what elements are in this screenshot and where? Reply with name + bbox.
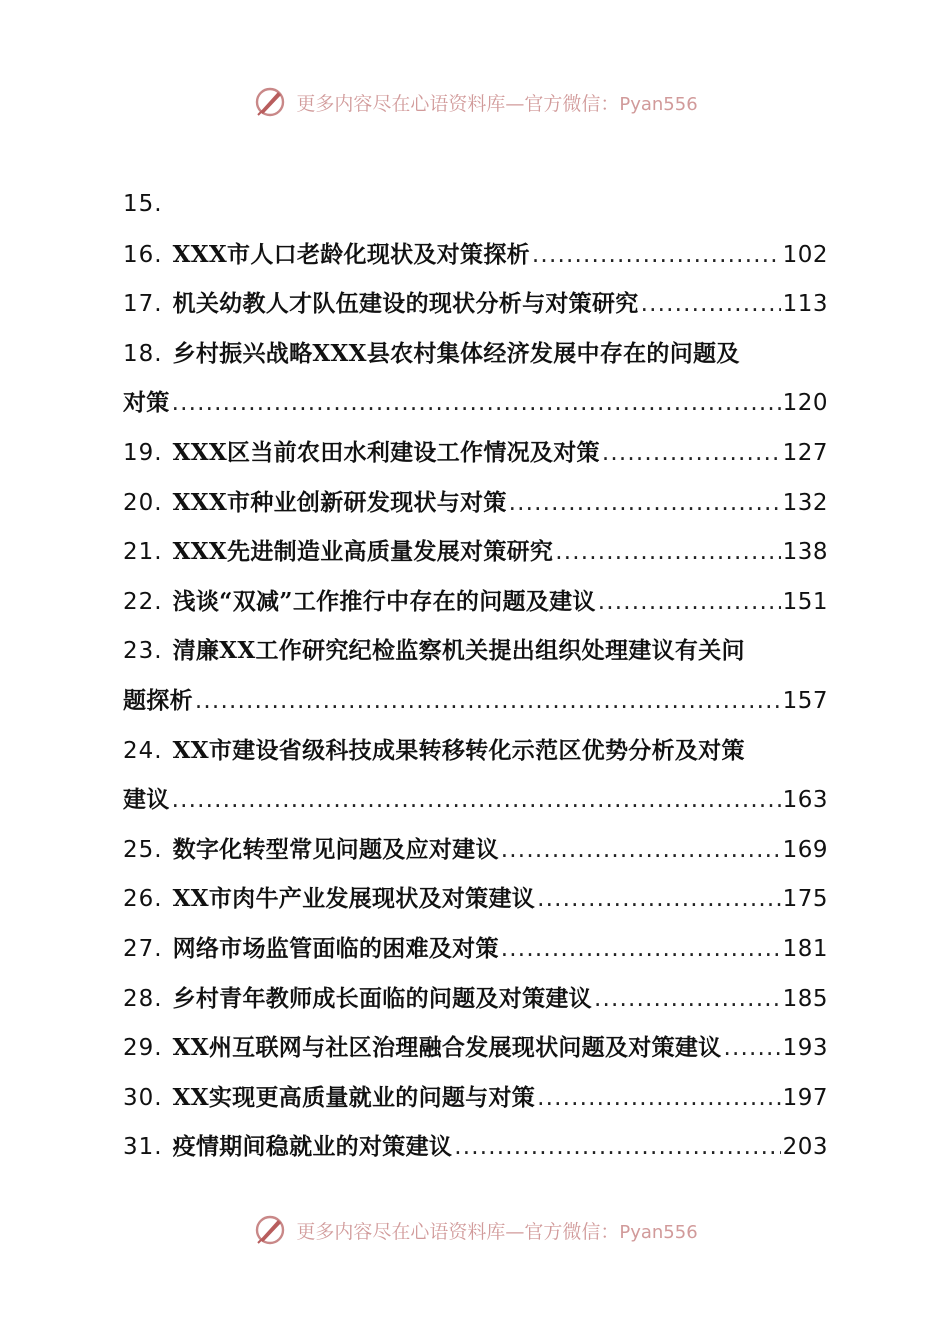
toc-entry[interactable] [123,478,828,528]
toc-entry-number: 25. [123,836,163,863]
dot-leader [509,479,781,529]
toc-entry-title: 疫情期间稳就业的对策建议 [172,1133,453,1161]
toc-entry-number: 16. [123,241,163,268]
toc-entry-number: 31. [123,1134,163,1161]
footer-watermark [0,1208,950,1252]
toc-entry-title: 机关幼教人才队伍建设的现状分析与对策研究 [172,290,639,318]
toc-entry-number: 15. [123,191,163,217]
toc-entry-number: 20. [123,489,163,516]
toc-entry-page-number: 157 [782,687,828,714]
toc-entry[interactable] [123,626,828,676]
dot-leader [195,677,781,727]
toc-entry[interactable] [123,527,828,577]
quill-logo-icon [252,84,288,120]
table-of-contents [123,180,828,1172]
dot-leader [537,1074,781,1124]
toc-entry-title: XXX区当前农田水利建设工作情况及对策 [172,438,600,466]
dot-leader [598,578,781,628]
toc-entry[interactable] [123,825,828,875]
toc-entry-number: 19. [123,439,163,466]
toc-entry-title: XXX市种业创新研发现状与对策 [172,488,507,516]
dot-leader [172,776,781,826]
toc-entry[interactable] [123,180,828,230]
toc-entry-title: 浅谈“双减”工作推行中存在的问题及建议 [172,587,596,615]
dot-leader [501,826,781,876]
toc-entry-page-number: 127 [782,439,828,466]
toc-entry-title: XX实现更高质量就业的问题与对策 [172,1083,536,1111]
toc-entry[interactable] [123,974,828,1024]
toc-entry-title: 网络市场监管面临的困难及对策 [172,934,499,962]
watermark-wechat-id: Pyan556 [619,1221,698,1243]
dot-leader [602,429,781,479]
toc-entry-number: 21. [123,539,163,566]
toc-entry-page-number: 151 [782,588,828,615]
toc-entry[interactable] [123,1122,828,1172]
toc-entry-title: XXX先进制造业高质量发展对策研究 [172,538,554,566]
toc-entry[interactable] [123,1023,828,1073]
toc-entry-number: 29. [123,1035,163,1062]
dot-leader [454,1123,780,1173]
toc-entry[interactable] [123,428,828,478]
toc-entry[interactable] [123,874,828,924]
toc-entry-page-number: 203 [782,1134,828,1161]
dot-leader [594,975,781,1025]
toc-entry[interactable] [123,378,828,428]
dot-leader [501,925,781,975]
watermark-text: 更多内容尽在心语资料库—官方微信： [296,1220,620,1243]
toc-entry-number: 24. [123,737,163,764]
dot-leader [641,280,781,330]
toc-entry[interactable] [123,726,828,776]
toc-entry-page-number: 197 [782,1084,828,1111]
dot-leader [537,875,781,925]
toc-entry-title: 建议 [123,786,170,814]
quill-logo-icon [252,1212,288,1248]
toc-entry-number: 30. [123,1084,163,1111]
toc-entry-title: XXX市人口老龄化现状及对策探析 [172,240,530,268]
toc-entry[interactable] [123,924,828,974]
dot-leader [532,231,781,281]
toc-entry-page-number: 193 [782,1035,828,1062]
toc-entry-title: XX市建设省级科技成果转移转化示范区优势分析及对策 [172,736,745,764]
toc-entry-page-number: 185 [782,985,828,1012]
watermark-text: 更多内容尽在心语资料库—官方微信： [296,92,620,115]
toc-entry-page-number: 120 [782,390,828,417]
toc-entry-page-number: 163 [782,787,828,814]
toc-entry-page-number: 181 [782,935,828,962]
toc-entry-page-number: 132 [782,489,828,516]
dot-leader [723,1024,780,1074]
toc-entry-number: 18. [123,340,163,367]
toc-entry-title: 对策 [123,389,170,417]
toc-entry-title: 乡村青年教师成长面临的问题及对策建议 [172,984,592,1012]
toc-entry-page-number: 175 [782,886,828,913]
dot-leader [555,528,780,578]
toc-entry[interactable] [123,230,828,280]
toc-entry-number: 27. [123,935,163,962]
toc-entry-title: 乡村振兴战略XXX县农村集体经济发展中存在的问题及 [172,339,740,367]
toc-entry-number: 17. [123,291,163,318]
toc-entry-page-number: 138 [782,539,828,566]
toc-entry-number: 26. [123,886,163,913]
toc-entry-page-number: 102 [782,241,828,268]
watermark-wechat-id: Pyan556 [619,93,698,115]
toc-entry-title: XX州互联网与社区治理融合发展现状问题及对策建议 [172,1034,722,1062]
toc-entry[interactable] [123,279,828,329]
dot-leader [172,379,781,429]
toc-entry-number: 28. [123,985,163,1012]
header-watermark [0,80,950,124]
toc-entry-number: 23. [123,638,163,665]
toc-entry-page-number: 113 [782,291,828,318]
toc-entry[interactable] [123,329,828,379]
toc-entry-page-number: 169 [782,836,828,863]
toc-entry-number: 22. [123,588,163,615]
toc-entry-title: 数字化转型常见问题及应对建议 [172,835,499,863]
toc-entry[interactable] [123,676,828,726]
toc-entry-title: XX市肉牛产业发展现状及对策建议 [172,885,536,913]
toc-entry[interactable] [123,577,828,627]
toc-entry-title: 清廉XX工作研究纪检监察机关提出组织处理建议有关问 [172,637,745,665]
toc-entry[interactable] [123,775,828,825]
toc-entry-title: 题探析 [123,686,193,714]
toc-entry[interactable] [123,1073,828,1123]
